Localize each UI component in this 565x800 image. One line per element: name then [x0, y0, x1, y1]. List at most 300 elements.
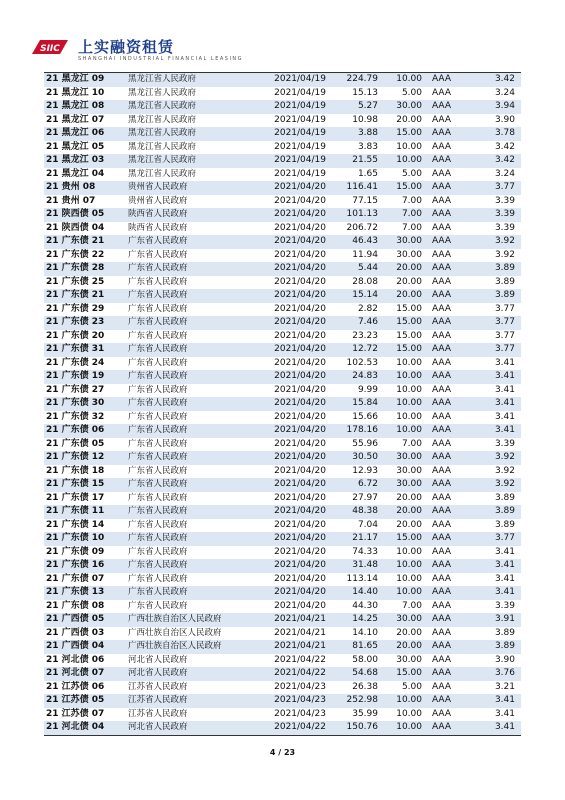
- coupon-rate-cell: 3.92: [470, 478, 521, 492]
- table-row: [44, 222, 521, 236]
- bond-name-cell: 21 广东债 25: [44, 276, 126, 290]
- issuer-cell: 贵州省人民政府: [126, 181, 260, 195]
- coupon-rate-cell: 3.89: [470, 289, 521, 303]
- issuer-cell: 河北省人民政府: [126, 721, 260, 735]
- issuer-cell: 广东省人民政府: [126, 465, 260, 479]
- page-number: 4 / 23: [269, 748, 296, 757]
- bond-name-cell: 21 广东债 19: [44, 370, 126, 384]
- bond-name-cell: 21 广东债 28: [44, 262, 126, 276]
- coupon-rate-cell: 3.89: [470, 505, 521, 519]
- bond-name-cell: 21 广东债 17: [44, 492, 126, 506]
- rating-cell: AAA: [424, 330, 470, 344]
- issue-date-cell: 2021/04/20: [260, 451, 328, 465]
- coupon-rate-cell: 3.41: [470, 694, 521, 708]
- rating-cell: AAA: [424, 492, 470, 506]
- table-row: [44, 330, 521, 344]
- bond-name-cell: 21 江苏债 07: [44, 708, 126, 722]
- rating-cell: AAA: [424, 195, 470, 209]
- table-row: [44, 694, 521, 708]
- issuer-cell: 广东省人民政府: [126, 559, 260, 573]
- issuer-cell: 江苏省人民政府: [126, 681, 260, 695]
- issuer-cell: 广东省人民政府: [126, 424, 260, 438]
- issuer-cell: 贵州省人民政府: [126, 195, 260, 209]
- rating-cell: AAA: [424, 532, 470, 546]
- issue-amount-cell: 55.96: [328, 438, 380, 452]
- rating-cell: AAA: [424, 127, 470, 141]
- coupon-rate-cell: 3.42: [470, 154, 521, 168]
- bond-name-cell: 21 广东债 14: [44, 519, 126, 533]
- bond-name-cell: 21 江苏债 05: [44, 694, 126, 708]
- issue-date-cell: 2021/04/20: [260, 424, 328, 438]
- issue-amount-cell: 15.13: [328, 87, 380, 101]
- issue-amount-cell: 48.38: [328, 505, 380, 519]
- table-row: [44, 613, 521, 627]
- issue-amount-cell: 15.14: [328, 289, 380, 303]
- coupon-rate-cell: 3.24: [470, 168, 521, 182]
- coupon-rate-cell: 3.41: [470, 397, 521, 411]
- issuer-cell: 黑龙江省人民政府: [126, 73, 260, 87]
- coupon-rate-cell: 3.89: [470, 627, 521, 641]
- term-cell: 15.00: [380, 330, 424, 344]
- issue-date-cell: 2021/04/20: [260, 235, 328, 249]
- term-cell: 30.00: [380, 613, 424, 627]
- table-row: [44, 343, 521, 357]
- term-cell: 20.00: [380, 640, 424, 654]
- issue-amount-cell: 35.99: [328, 708, 380, 722]
- issue-amount-cell: 31.48: [328, 559, 380, 573]
- table-row: [44, 168, 521, 182]
- issuer-cell: 广东省人民政府: [126, 546, 260, 560]
- table-row: [44, 505, 521, 519]
- issuer-cell: 广东省人民政府: [126, 262, 260, 276]
- issue-date-cell: 2021/04/20: [260, 195, 328, 209]
- term-cell: 10.00: [380, 73, 424, 87]
- rating-cell: AAA: [424, 249, 470, 263]
- term-cell: 10.00: [380, 154, 424, 168]
- issue-amount-cell: 74.33: [328, 546, 380, 560]
- bond-table-wrapper: [44, 72, 521, 736]
- bond-name-cell: 21 广东债 09: [44, 546, 126, 560]
- issue-date-cell: 2021/04/20: [260, 505, 328, 519]
- issue-date-cell: 2021/04/23: [260, 681, 328, 695]
- term-cell: 5.00: [380, 681, 424, 695]
- brand-name-cn: 上实融资租赁: [78, 38, 175, 56]
- rating-cell: AAA: [424, 465, 470, 479]
- table-row: [44, 73, 521, 87]
- bond-name-cell: 21 黑龙江 06: [44, 127, 126, 141]
- issuer-cell: 广东省人民政府: [126, 505, 260, 519]
- rating-cell: AAA: [424, 600, 470, 614]
- rating-cell: AAA: [424, 289, 470, 303]
- table-row: [44, 519, 521, 533]
- issuer-cell: 河北省人民政府: [126, 667, 260, 681]
- issue-amount-cell: 77.15: [328, 195, 380, 209]
- issue-date-cell: 2021/04/19: [260, 168, 328, 182]
- bond-name-cell: 21 河北债 04: [44, 721, 126, 735]
- coupon-rate-cell: 3.77: [470, 303, 521, 317]
- rating-cell: AAA: [424, 262, 470, 276]
- table-row: [44, 627, 521, 641]
- issue-date-cell: 2021/04/20: [260, 276, 328, 290]
- coupon-rate-cell: 3.92: [470, 465, 521, 479]
- issue-date-cell: 2021/04/19: [260, 127, 328, 141]
- rating-cell: AAA: [424, 640, 470, 654]
- bond-name-cell: 21 黑龙江 03: [44, 154, 126, 168]
- coupon-rate-cell: 3.39: [470, 600, 521, 614]
- issue-amount-cell: 102.53: [328, 357, 380, 371]
- term-cell: 10.00: [380, 141, 424, 155]
- issue-date-cell: 2021/04/23: [260, 694, 328, 708]
- issuer-cell: 广东省人民政府: [126, 519, 260, 533]
- bond-name-cell: 21 黑龙江 09: [44, 73, 126, 87]
- rating-cell: AAA: [424, 303, 470, 317]
- issuer-cell: 黑龙江省人民政府: [126, 127, 260, 141]
- coupon-rate-cell: 3.41: [470, 586, 521, 600]
- coupon-rate-cell: 3.39: [470, 438, 521, 452]
- issue-date-cell: 2021/04/20: [260, 586, 328, 600]
- issue-date-cell: 2021/04/20: [260, 181, 328, 195]
- issuer-cell: 广东省人民政府: [126, 397, 260, 411]
- coupon-rate-cell: 3.24: [470, 87, 521, 101]
- brand-name-en: SHANGHAI INDUSTRIAL FINANCIAL LEASING: [78, 56, 244, 62]
- term-cell: 20.00: [380, 289, 424, 303]
- table-row: [44, 708, 521, 722]
- table-row: [44, 451, 521, 465]
- issuer-cell: 广东省人民政府: [126, 235, 260, 249]
- term-cell: 10.00: [380, 357, 424, 371]
- issue-amount-cell: 58.00: [328, 654, 380, 668]
- coupon-rate-cell: 3.94: [470, 100, 521, 114]
- term-cell: 7.00: [380, 438, 424, 452]
- issuer-cell: 广东省人民政府: [126, 357, 260, 371]
- issue-amount-cell: 7.04: [328, 519, 380, 533]
- issue-date-cell: 2021/04/20: [260, 343, 328, 357]
- bond-name-cell: 21 广东债 05: [44, 438, 126, 452]
- company-header: [30, 30, 250, 70]
- rating-cell: AAA: [424, 478, 470, 492]
- issue-date-cell: 2021/04/20: [260, 316, 328, 330]
- coupon-rate-cell: 3.21: [470, 681, 521, 695]
- term-cell: 30.00: [380, 465, 424, 479]
- issuer-cell: 黑龙江省人民政府: [126, 168, 260, 182]
- issue-amount-cell: 5.27: [328, 100, 380, 114]
- rating-cell: AAA: [424, 276, 470, 290]
- issue-date-cell: 2021/04/20: [260, 262, 328, 276]
- table-row: [44, 397, 521, 411]
- table-row: [44, 667, 521, 681]
- coupon-rate-cell: 3.77: [470, 343, 521, 357]
- bond-name-cell: 21 河北债 06: [44, 654, 126, 668]
- coupon-rate-cell: 3.42: [470, 141, 521, 155]
- issuer-cell: 黑龙江省人民政府: [126, 114, 260, 128]
- issuer-cell: 广东省人民政府: [126, 478, 260, 492]
- rating-cell: AAA: [424, 100, 470, 114]
- issuer-cell: 广东省人民政府: [126, 532, 260, 546]
- term-cell: 15.00: [380, 532, 424, 546]
- bond-name-cell: 21 江苏债 06: [44, 681, 126, 695]
- issue-date-cell: 2021/04/19: [260, 100, 328, 114]
- rating-cell: AAA: [424, 235, 470, 249]
- issue-date-cell: 2021/04/20: [260, 492, 328, 506]
- issue-date-cell: 2021/04/22: [260, 721, 328, 735]
- rating-cell: AAA: [424, 384, 470, 398]
- bond-table-body: [44, 73, 521, 736]
- issue-amount-cell: 3.83: [328, 141, 380, 155]
- coupon-rate-cell: 3.89: [470, 640, 521, 654]
- coupon-rate-cell: 3.77: [470, 316, 521, 330]
- rating-cell: AAA: [424, 546, 470, 560]
- issue-amount-cell: 12.93: [328, 465, 380, 479]
- issue-date-cell: 2021/04/20: [260, 546, 328, 560]
- term-cell: 20.00: [380, 492, 424, 506]
- rating-cell: AAA: [424, 654, 470, 668]
- issuer-cell: 黑龙江省人民政府: [126, 87, 260, 101]
- bond-name-cell: 21 贵州 08: [44, 181, 126, 195]
- issue-amount-cell: 14.10: [328, 627, 380, 641]
- term-cell: 30.00: [380, 451, 424, 465]
- table-row: [44, 370, 521, 384]
- term-cell: 10.00: [380, 559, 424, 573]
- issue-amount-cell: 46.43: [328, 235, 380, 249]
- term-cell: 10.00: [380, 424, 424, 438]
- rating-cell: AAA: [424, 721, 470, 735]
- issue-date-cell: 2021/04/20: [260, 532, 328, 546]
- issue-date-cell: 2021/04/20: [260, 330, 328, 344]
- issue-amount-cell: 10.98: [328, 114, 380, 128]
- bond-name-cell: 21 广东债 20: [44, 330, 126, 344]
- bond-name-cell: 21 贵州 07: [44, 195, 126, 209]
- issue-amount-cell: 30.50: [328, 451, 380, 465]
- issue-date-cell: 2021/04/21: [260, 613, 328, 627]
- bond-name-cell: 21 黑龙江 08: [44, 100, 126, 114]
- coupon-rate-cell: 3.92: [470, 235, 521, 249]
- issuer-cell: 广东省人民政府: [126, 370, 260, 384]
- issue-amount-cell: 101.13: [328, 208, 380, 222]
- table-row: [44, 127, 521, 141]
- rating-cell: AAA: [424, 559, 470, 573]
- table-row: [44, 195, 521, 209]
- rating-cell: AAA: [424, 168, 470, 182]
- bond-name-cell: 21 广东债 16: [44, 559, 126, 573]
- bond-issuance-table: [44, 72, 521, 736]
- issue-date-cell: 2021/04/22: [260, 654, 328, 668]
- table-row: [44, 465, 521, 479]
- term-cell: 10.00: [380, 370, 424, 384]
- issue-date-cell: 2021/04/21: [260, 627, 328, 641]
- issue-date-cell: 2021/04/20: [260, 289, 328, 303]
- rating-cell: AAA: [424, 87, 470, 101]
- issue-amount-cell: 15.66: [328, 411, 380, 425]
- rating-cell: AAA: [424, 505, 470, 519]
- issue-date-cell: 2021/04/20: [260, 600, 328, 614]
- coupon-rate-cell: 3.41: [470, 573, 521, 587]
- issue-date-cell: 2021/04/20: [260, 384, 328, 398]
- term-cell: 15.00: [380, 127, 424, 141]
- issuer-cell: 黑龙江省人民政府: [126, 141, 260, 155]
- coupon-rate-cell: 3.90: [470, 654, 521, 668]
- table-row: [44, 384, 521, 398]
- rating-cell: AAA: [424, 222, 470, 236]
- issue-amount-cell: 224.79: [328, 73, 380, 87]
- bond-name-cell: 21 广东债 22: [44, 249, 126, 263]
- issue-amount-cell: 14.40: [328, 586, 380, 600]
- term-cell: 20.00: [380, 276, 424, 290]
- term-cell: 10.00: [380, 397, 424, 411]
- table-row: [44, 492, 521, 506]
- issuer-cell: 广东省人民政府: [126, 276, 260, 290]
- coupon-rate-cell: 3.78: [470, 127, 521, 141]
- table-row: [44, 600, 521, 614]
- issuer-cell: 陕西省人民政府: [126, 222, 260, 236]
- table-row: [44, 87, 521, 101]
- table-row: [44, 586, 521, 600]
- bond-name-cell: 21 陕西债 04: [44, 222, 126, 236]
- svg-text:SIIC: SIIC: [40, 44, 60, 54]
- issuer-cell: 广东省人民政府: [126, 384, 260, 398]
- issue-amount-cell: 21.55: [328, 154, 380, 168]
- term-cell: 20.00: [380, 505, 424, 519]
- coupon-rate-cell: 3.39: [470, 195, 521, 209]
- rating-cell: AAA: [424, 411, 470, 425]
- coupon-rate-cell: 3.41: [470, 384, 521, 398]
- coupon-rate-cell: 3.41: [470, 424, 521, 438]
- bond-name-cell: 21 广东债 32: [44, 411, 126, 425]
- issue-amount-cell: 26.38: [328, 681, 380, 695]
- table-row: [44, 303, 521, 317]
- issue-amount-cell: 12.72: [328, 343, 380, 357]
- table-row: [44, 654, 521, 668]
- issue-amount-cell: 1.65: [328, 168, 380, 182]
- term-cell: 10.00: [380, 694, 424, 708]
- table-row: [44, 411, 521, 425]
- issue-amount-cell: 3.88: [328, 127, 380, 141]
- issuer-cell: 广东省人民政府: [126, 289, 260, 303]
- issuer-cell: 河北省人民政府: [126, 654, 260, 668]
- bond-name-cell: 21 广东债 18: [44, 465, 126, 479]
- rating-cell: AAA: [424, 451, 470, 465]
- bond-name-cell: 21 黑龙江 07: [44, 114, 126, 128]
- term-cell: 30.00: [380, 235, 424, 249]
- issue-date-cell: 2021/04/20: [260, 465, 328, 479]
- issue-amount-cell: 6.72: [328, 478, 380, 492]
- term-cell: 15.00: [380, 181, 424, 195]
- bond-name-cell: 21 广东债 13: [44, 586, 126, 600]
- coupon-rate-cell: 3.77: [470, 330, 521, 344]
- issue-amount-cell: 44.30: [328, 600, 380, 614]
- table-row: [44, 640, 521, 654]
- table-row: [44, 235, 521, 249]
- issue-amount-cell: 252.98: [328, 694, 380, 708]
- term-cell: 10.00: [380, 721, 424, 735]
- table-row: [44, 154, 521, 168]
- issue-amount-cell: 28.08: [328, 276, 380, 290]
- term-cell: 20.00: [380, 519, 424, 533]
- rating-cell: AAA: [424, 694, 470, 708]
- coupon-rate-cell: 3.90: [470, 114, 521, 128]
- term-cell: 7.00: [380, 600, 424, 614]
- issuer-cell: 广东省人民政府: [126, 492, 260, 506]
- bond-name-cell: 21 广东债 23: [44, 316, 126, 330]
- issuer-cell: 广东省人民政府: [126, 411, 260, 425]
- issuer-cell: 广东省人民政府: [126, 343, 260, 357]
- issuer-cell: 广西壮族自治区人民政府: [126, 640, 260, 654]
- rating-cell: AAA: [424, 343, 470, 357]
- issuer-cell: 广东省人民政府: [126, 330, 260, 344]
- term-cell: 30.00: [380, 100, 424, 114]
- rating-cell: AAA: [424, 681, 470, 695]
- bond-name-cell: 21 广东债 21: [44, 289, 126, 303]
- issuer-cell: 陕西省人民政府: [126, 208, 260, 222]
- table-row: [44, 141, 521, 155]
- term-cell: 10.00: [380, 586, 424, 600]
- bond-name-cell: 21 广东债 10: [44, 532, 126, 546]
- issuer-cell: 广东省人民政府: [126, 303, 260, 317]
- rating-cell: AAA: [424, 519, 470, 533]
- rating-cell: AAA: [424, 114, 470, 128]
- issue-amount-cell: 9.99: [328, 384, 380, 398]
- term-cell: 30.00: [380, 478, 424, 492]
- term-cell: 7.00: [380, 222, 424, 236]
- issue-amount-cell: 54.68: [328, 667, 380, 681]
- bond-name-cell: 21 河北债 07: [44, 667, 126, 681]
- issue-date-cell: 2021/04/20: [260, 573, 328, 587]
- bond-name-cell: 21 黑龙江 04: [44, 168, 126, 182]
- issue-date-cell: 2021/04/21: [260, 640, 328, 654]
- table-row: [44, 721, 521, 735]
- table-row: [44, 208, 521, 222]
- issue-amount-cell: 21.17: [328, 532, 380, 546]
- issue-amount-cell: 11.94: [328, 249, 380, 263]
- term-cell: 20.00: [380, 262, 424, 276]
- coupon-rate-cell: 3.89: [470, 276, 521, 290]
- term-cell: 20.00: [380, 627, 424, 641]
- bond-name-cell: 21 广东债 12: [44, 451, 126, 465]
- coupon-rate-cell: 3.91: [470, 613, 521, 627]
- table-row: [44, 100, 521, 114]
- bond-name-cell: 21 广东债 29: [44, 303, 126, 317]
- issue-date-cell: 2021/04/22: [260, 667, 328, 681]
- table-row: [44, 438, 521, 452]
- term-cell: 10.00: [380, 708, 424, 722]
- rating-cell: AAA: [424, 154, 470, 168]
- issue-amount-cell: 113.14: [328, 573, 380, 587]
- coupon-rate-cell: 3.42: [470, 73, 521, 87]
- issue-date-cell: 2021/04/19: [260, 87, 328, 101]
- issue-date-cell: 2021/04/20: [260, 519, 328, 533]
- issuer-cell: 广东省人民政府: [126, 249, 260, 263]
- rating-cell: AAA: [424, 370, 470, 384]
- coupon-rate-cell: 3.41: [470, 559, 521, 573]
- bond-name-cell: 21 广西债 04: [44, 640, 126, 654]
- term-cell: 5.00: [380, 168, 424, 182]
- issue-date-cell: 2021/04/20: [260, 303, 328, 317]
- issue-amount-cell: 5.44: [328, 262, 380, 276]
- table-row: [44, 181, 521, 195]
- issue-amount-cell: 178.16: [328, 424, 380, 438]
- rating-cell: AAA: [424, 586, 470, 600]
- coupon-rate-cell: 3.89: [470, 492, 521, 506]
- issuer-cell: 广东省人民政府: [126, 573, 260, 587]
- issuer-cell: 广东省人民政府: [126, 586, 260, 600]
- term-cell: 15.00: [380, 343, 424, 357]
- bond-name-cell: 21 广西债 03: [44, 627, 126, 641]
- coupon-rate-cell: 3.89: [470, 519, 521, 533]
- term-cell: 15.00: [380, 667, 424, 681]
- coupon-rate-cell: 3.92: [470, 451, 521, 465]
- bond-name-cell: 21 广东债 06: [44, 424, 126, 438]
- coupon-rate-cell: 3.39: [470, 222, 521, 236]
- bond-name-cell: 21 广东债 31: [44, 343, 126, 357]
